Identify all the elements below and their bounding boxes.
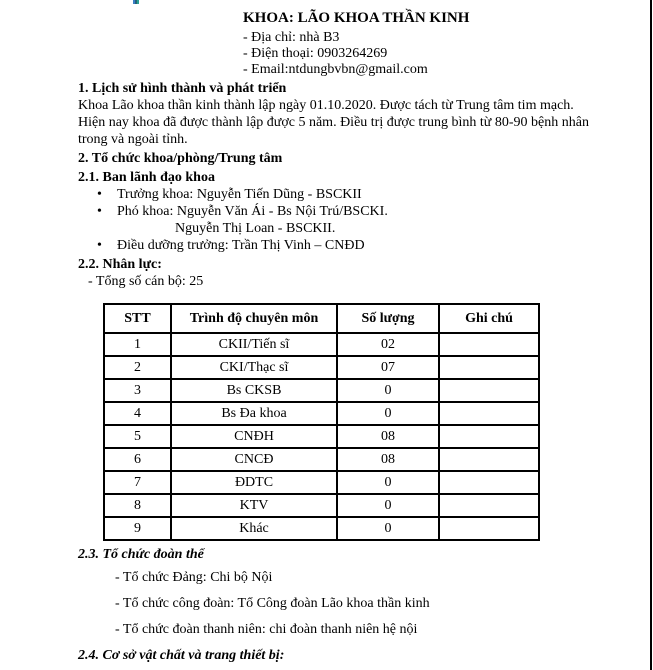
table-cell: 9 xyxy=(104,517,171,540)
table-body xyxy=(104,333,539,540)
table-header-cell: Ghi chú xyxy=(439,304,539,333)
leader-list-item xyxy=(97,186,653,203)
section1-heading: 1. Lịch sử hình thành và phát triển xyxy=(78,81,287,96)
table-row xyxy=(104,494,539,517)
table-cell xyxy=(439,448,539,471)
table-cell: ĐDTC xyxy=(171,471,337,494)
table-cell xyxy=(439,517,539,540)
table-cell: 0 xyxy=(337,494,439,517)
table-cell: 08 xyxy=(337,448,439,471)
table-cell: CKII/Tiến sĩ xyxy=(171,333,337,356)
table-cell: Bs Đa khoa xyxy=(171,402,337,425)
table-cell: 7 xyxy=(104,471,171,494)
document-header xyxy=(243,10,653,78)
staff-total-line: - Tổng số cán bộ: 25 xyxy=(88,274,204,289)
page-right-border xyxy=(650,0,652,670)
phone-line: - Điện thoại: 0903264269 xyxy=(243,46,388,61)
history-paragraph-line: Khoa Lão khoa thần kinh thành lập ngày 01.10.2020. Được tách từ Trung tâm tim mạch. xyxy=(78,98,574,113)
table-row xyxy=(104,471,539,494)
table-cell xyxy=(439,333,539,356)
table-cell: KTV xyxy=(171,494,337,517)
section2-2-heading: 2.2. Nhân lực: xyxy=(78,257,162,272)
table-cell: 07 xyxy=(337,356,439,379)
history-paragraph-line: trong và ngoài tỉnh. xyxy=(78,132,188,147)
leader-list-continuation: Nguyễn Thị Loan - BSCKII. xyxy=(175,221,336,236)
table-cell: CNCĐ xyxy=(171,448,337,471)
table-cell: CNĐH xyxy=(171,425,337,448)
section2-heading: 2. Tổ chức khoa/phòng/Trung tâm xyxy=(78,151,283,166)
table-cell xyxy=(439,471,539,494)
table-cell: 8 xyxy=(104,494,171,517)
union-list-item: - Tổ chức đoàn thanh niên: chi đoàn thanh niên hệ nội xyxy=(115,622,418,637)
table-cell: 4 xyxy=(104,402,171,425)
table-cell: CKI/Thạc sĩ xyxy=(171,356,337,379)
table-cell: 0 xyxy=(337,379,439,402)
table-row xyxy=(104,402,539,425)
table-cell: 3 xyxy=(104,379,171,402)
leader-list-text: Điều dưỡng trưởng: Trần Thị Vinh – CNĐD xyxy=(117,238,365,253)
section2-3-heading: 2.3. Tổ chức đoàn thể xyxy=(78,547,204,562)
table-header-cell: Trình độ chuyên môn xyxy=(171,304,337,333)
bullet-icon: • xyxy=(97,238,102,253)
table-cell: 1 xyxy=(104,333,171,356)
table-cell xyxy=(439,494,539,517)
table-cell xyxy=(439,356,539,379)
table-head xyxy=(104,304,539,333)
table-cell xyxy=(439,379,539,402)
table-row xyxy=(104,356,539,379)
table-header-cell: STT xyxy=(104,304,171,333)
table-cell: Bs CKSB xyxy=(171,379,337,402)
table-cell: 2 xyxy=(104,356,171,379)
union-list-item: - Tổ chức công đoàn: Tổ Công đoàn Lão khoa thần kinh xyxy=(115,596,430,611)
table-cell: Khác xyxy=(171,517,337,540)
table-cell: 02 xyxy=(337,333,439,356)
table-cell: 0 xyxy=(337,517,439,540)
top-edge-artifact xyxy=(133,0,139,4)
history-paragraph-line: Hiện nay khoa đã được thành lập được 5 năm. Điều trị được trung bình từ 80-90 bệnh nhân xyxy=(78,115,589,130)
table-header-cell: Số lượng xyxy=(337,304,439,333)
address-line: - Địa chỉ: nhà B3 xyxy=(243,30,340,45)
email-line: - Email:ntdungbvbn@gmail.com xyxy=(243,62,428,77)
union-list-item: - Tổ chức Đảng: Chi bộ Nội xyxy=(115,570,273,585)
leader-list-item xyxy=(97,203,653,220)
bullet-icon: • xyxy=(97,204,102,219)
table-row xyxy=(104,333,539,356)
leader-list-text: Phó khoa: Nguyễn Văn Ái - Bs Nội Trú/BSCKI. xyxy=(117,204,388,219)
table-cell xyxy=(439,425,539,448)
department-title: KHOA: LÃO KHOA THẦN KINH xyxy=(243,10,470,26)
bullet-icon: • xyxy=(97,187,102,202)
leader-list-text: Trưởng khoa: Nguyễn Tiến Dũng - BSCKII xyxy=(117,187,362,202)
table-row xyxy=(104,379,539,402)
table-cell xyxy=(439,402,539,425)
table-row xyxy=(104,448,539,471)
section2-1-heading: 2.1. Ban lãnh đạo khoa xyxy=(78,170,215,185)
staff-qualification-table xyxy=(103,303,540,541)
table-header-row xyxy=(104,304,539,333)
table-cell: 0 xyxy=(337,471,439,494)
leader-list-item xyxy=(97,237,653,254)
section2-4-heading: 2.4. Cơ sở vật chất và trang thiết bị: xyxy=(78,648,285,663)
table-row xyxy=(104,517,539,540)
table-cell: 5 xyxy=(104,425,171,448)
table-cell: 0 xyxy=(337,402,439,425)
table-cell: 08 xyxy=(337,425,439,448)
table-row xyxy=(104,425,539,448)
table-cell: 6 xyxy=(104,448,171,471)
